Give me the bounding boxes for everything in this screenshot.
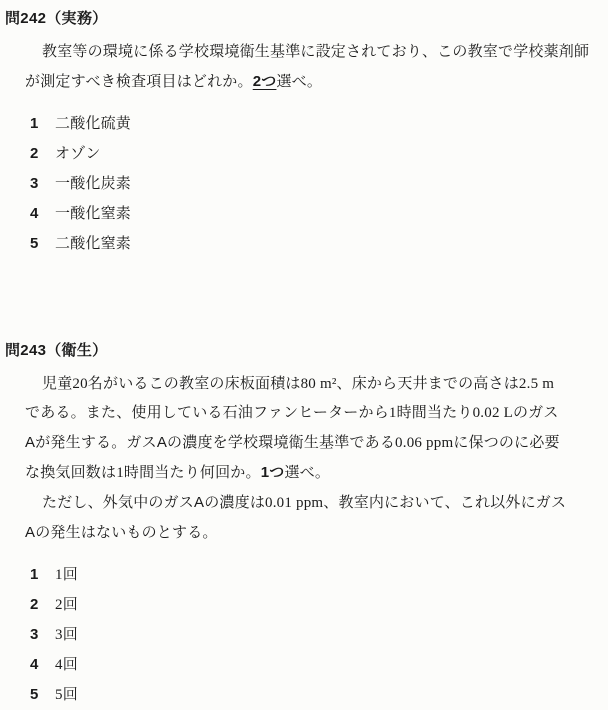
choice-number: 1 <box>30 115 39 132</box>
text-segment: が測定すべき検査項目はどれか。 <box>25 74 253 90</box>
choice-number: 4 <box>30 205 39 222</box>
text-segment: の濃度は0.01 ppm、教室内において、これ以外にガス <box>204 495 567 511</box>
text-segment: の発生はないものとする。 <box>35 525 218 541</box>
question-body <box>25 370 598 548</box>
choice-number: 3 <box>30 175 39 192</box>
choice-label: 一酸化炭素 <box>55 176 132 192</box>
choice-number: 3 <box>30 626 39 643</box>
question-text-line <box>25 458 598 488</box>
choice-item <box>30 199 598 229</box>
choice-item <box>30 680 598 710</box>
choice-number: 2 <box>30 596 39 613</box>
choice-item <box>30 109 598 139</box>
question-text-line <box>25 518 598 548</box>
choice-number: 2 <box>30 145 39 162</box>
choice-label: 4回 <box>55 657 78 673</box>
text-segment: 教室等の環境に係る学校環境衛生基準に設定されており、この教室で学校薬剤師 <box>42 44 590 60</box>
text-segment: A <box>194 494 205 511</box>
choice-label: 5回 <box>55 687 78 703</box>
question-text-line <box>25 428 598 458</box>
question-text-line <box>25 488 598 518</box>
choice-label: 二酸化窒素 <box>55 236 132 252</box>
question-text-line <box>25 399 598 428</box>
question-header: 問243（衛生） <box>5 342 108 359</box>
question-text-line <box>25 38 598 67</box>
text-segment: な換気回数は1時間当たり何回か。 <box>25 465 261 481</box>
questions-root <box>5 8 598 710</box>
text-segment: である。また、使用している石油ファンヒーターから1時間当たり0.02 Lのガス <box>25 405 559 421</box>
choice-number: 1 <box>30 566 39 583</box>
question-text-line <box>25 370 598 399</box>
text-segment: ただし、外気中のガス <box>42 495 195 511</box>
text-segment: 選べ。 <box>276 74 323 90</box>
text-segment: 児童20名がいるこの教室の床板面積は80 m²、床から天井までの高さは2.5 m <box>42 376 555 392</box>
choice-label: 一酸化窒素 <box>55 206 132 222</box>
choice-number: 5 <box>30 235 39 252</box>
choice-item <box>30 590 598 620</box>
choice-item <box>30 620 598 650</box>
choice-item <box>30 169 598 199</box>
choice-label: 二酸化硫黄 <box>55 116 132 132</box>
choice-label: オゾン <box>55 146 101 162</box>
choice-label: 1回 <box>55 567 78 583</box>
choice-list <box>5 560 598 710</box>
question-body <box>25 38 598 97</box>
choice-label: 3回 <box>55 627 78 643</box>
choice-label: 2回 <box>55 597 78 613</box>
text-segment: A <box>25 434 36 451</box>
text-segment: の濃度を学校環境衛生基準である0.06 ppmに保つのに必要 <box>167 435 560 451</box>
text-segment: A <box>156 434 168 451</box>
choose-count-emphasis: 2つ <box>252 73 277 90</box>
choice-list <box>5 109 598 259</box>
text-segment: A <box>25 524 36 541</box>
question-block <box>5 8 598 259</box>
choose-count-emphasis: 1つ <box>260 464 285 481</box>
question-block <box>5 340 598 710</box>
choice-item <box>30 650 598 680</box>
question-text-line <box>25 67 598 97</box>
text-segment: 選べ。 <box>284 465 331 481</box>
question-header: 問242（実務） <box>5 10 108 27</box>
choice-item <box>30 229 598 259</box>
text-segment: が発生する。ガス <box>35 435 157 451</box>
choice-item <box>30 139 598 169</box>
choice-number: 4 <box>30 656 39 673</box>
choice-item <box>30 560 598 590</box>
choice-number: 5 <box>30 686 39 703</box>
